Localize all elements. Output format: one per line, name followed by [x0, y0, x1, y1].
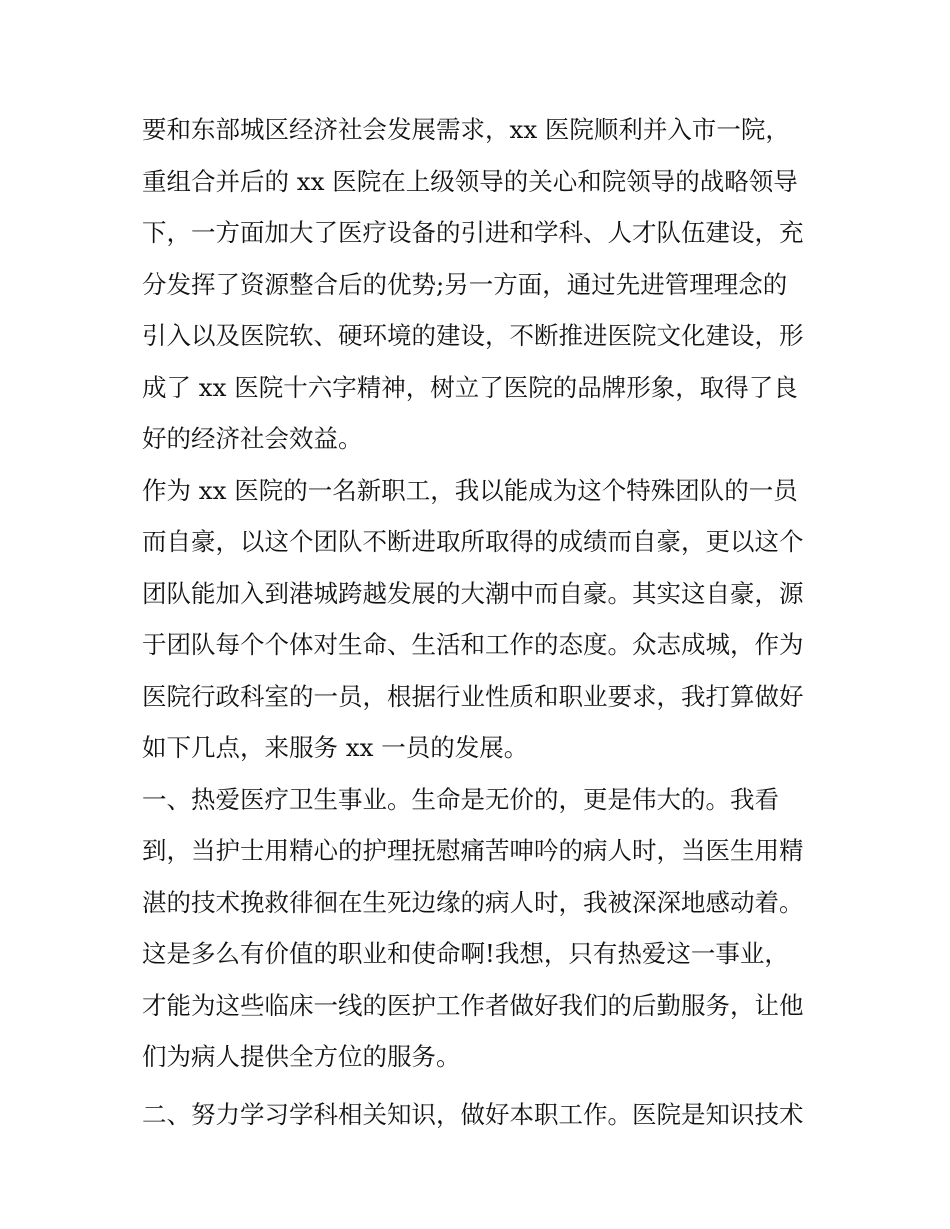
- text-line: 团队能加入到港城跨越发展的大潮中而自豪。其实这自豪，源: [142, 578, 804, 608]
- text-line: 于团队每个个体对生命、生活和工作的态度。众志成城，作为: [142, 630, 804, 659]
- text-line: 二、努力学习学科相关知识，做好本职工作。医院是知识技术: [142, 1099, 804, 1129]
- text-line: 要和东部城区经济社会发展需求，xx 医院顺利并入市一院，: [142, 115, 790, 144]
- text-line: 而自豪，以这个团队不断进取所取得的成绩而自豪，更以这个: [142, 527, 804, 556]
- text-line: 分发挥了资源整合后的优势;另一方面，通过先进管理理念的: [142, 269, 788, 299]
- document-body: [142, 104, 822, 1140]
- text-line: 湛的技术挽救徘徊在生死边缘的病人时，我被深深地感动着。: [142, 887, 804, 917]
- text-line: 们为病人提供全方位的服务。: [142, 1042, 461, 1071]
- text-line: 一、热爱医疗卫生事业。生命是无价的，更是伟大的。我看: [142, 784, 779, 814]
- text-line: 作为 xx 医院的一名新职工，我以能成为这个特殊团队的一员: [142, 475, 798, 505]
- text-line: 重组合并后的 xx 医院在上级领导的关心和院领导的战略领导: [142, 166, 798, 196]
- text-line: 下，一方面加大了医疗设备的引进和学科、人才队伍建设，充: [142, 218, 804, 247]
- text-line: 成了 xx 医院十六字精神，树立了医院的品牌形象，取得了良: [142, 372, 798, 402]
- text-line: 好的经济社会效益。: [142, 424, 363, 453]
- text-line: 医院行政科室的一员，根据行业性质和职业要求，我打算做好: [142, 681, 804, 711]
- text-line: 到，当护士用精心的护理抚慰痛苦呻吟的病人时，当医生用精: [142, 836, 804, 865]
- text-line: 引入以及医院软、硬环境的建设，不断推进医院文化建设，形: [142, 321, 804, 350]
- text-line: 这是多么有价值的职业和使命啊!我想，只有热爱这一事业，: [142, 939, 789, 968]
- text-line: 如下几点，来服务 xx 一员的发展。: [142, 733, 529, 762]
- text-line: 才能为这些临床一线的医护工作者做好我们的后勤服务，让他: [142, 990, 804, 1020]
